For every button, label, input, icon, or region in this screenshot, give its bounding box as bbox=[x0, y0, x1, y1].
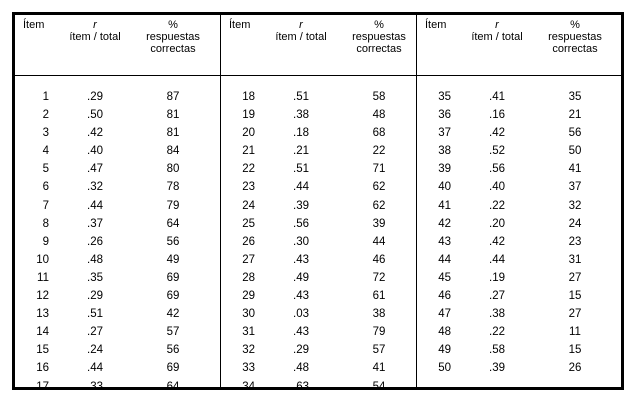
cell-item: 8 bbox=[42, 217, 49, 230]
cell-item: 29 bbox=[242, 290, 255, 303]
cell-percent: 78 bbox=[166, 181, 180, 194]
cell-percent: 44 bbox=[372, 235, 386, 248]
cell-percent: 72 bbox=[372, 271, 386, 284]
cell-r: .20 bbox=[489, 217, 505, 230]
header-r-symbol: r bbox=[299, 19, 303, 31]
cell-item: 44 bbox=[438, 253, 451, 266]
cell-percent: 69 bbox=[166, 290, 180, 303]
cell-item: 4 bbox=[42, 145, 49, 158]
header-r bbox=[55, 19, 135, 43]
table-row bbox=[417, 326, 621, 344]
cell-r: .30 bbox=[293, 235, 309, 248]
table-body bbox=[221, 91, 425, 399]
item-statistics-table bbox=[12, 12, 624, 393]
table-row bbox=[417, 236, 621, 254]
cell-item: 9 bbox=[42, 235, 49, 248]
cell-percent: 23 bbox=[568, 235, 582, 248]
cell-r: .51 bbox=[87, 308, 103, 321]
table-row bbox=[221, 127, 425, 145]
table-row bbox=[221, 344, 425, 362]
table-row bbox=[15, 381, 219, 399]
cell-percent: 69 bbox=[166, 362, 180, 375]
table-row bbox=[15, 236, 219, 254]
cell-percent: 11 bbox=[569, 326, 581, 339]
cell-percent: 49 bbox=[166, 253, 180, 266]
cell-percent: 35 bbox=[568, 91, 582, 103]
table-row bbox=[15, 127, 219, 145]
cell-item: 10 bbox=[36, 253, 49, 266]
cell-r: .58 bbox=[489, 344, 505, 357]
cell-percent: 56 bbox=[166, 344, 180, 357]
cell-item: 15 bbox=[36, 344, 49, 357]
cell-percent: 42 bbox=[166, 308, 180, 321]
cell-item: 20 bbox=[242, 127, 255, 140]
cell-r: .27 bbox=[87, 326, 103, 339]
cell-r: .21 bbox=[293, 145, 309, 158]
cell-item: 28 bbox=[242, 271, 255, 284]
cell-r: .56 bbox=[293, 217, 309, 230]
header-pct-symbol: % bbox=[570, 19, 580, 31]
cell-r: .39 bbox=[489, 362, 505, 375]
table-row bbox=[15, 344, 219, 362]
cell-item: 35 bbox=[438, 91, 451, 103]
cell-percent: 54 bbox=[372, 380, 386, 393]
cell-percent: 58 bbox=[372, 91, 386, 103]
header-pct-line2: correctas bbox=[150, 43, 196, 55]
header-percent-correct bbox=[339, 19, 419, 55]
header-pct-line1: respuestas bbox=[548, 31, 602, 43]
table-row bbox=[221, 272, 425, 290]
cell-percent: 56 bbox=[568, 127, 582, 140]
cell-percent: 21 bbox=[568, 109, 582, 122]
cell-percent: 15 bbox=[568, 344, 582, 357]
cell-percent: 27 bbox=[568, 271, 582, 284]
table-row bbox=[15, 272, 219, 290]
cell-percent: 46 bbox=[372, 253, 386, 266]
cell-percent: 37 bbox=[568, 181, 582, 194]
cell-percent: 79 bbox=[166, 199, 180, 212]
cell-item: 42 bbox=[438, 217, 451, 230]
cell-item: 50 bbox=[438, 362, 451, 375]
cell-item: 45 bbox=[438, 271, 451, 284]
header-r bbox=[457, 19, 537, 43]
cell-r: .51 bbox=[293, 163, 309, 176]
table-row bbox=[221, 290, 425, 308]
cell-percent: 22 bbox=[372, 145, 386, 158]
table-row bbox=[417, 362, 621, 380]
cell-percent: 71 bbox=[372, 163, 386, 176]
cell-percent: 62 bbox=[372, 181, 386, 194]
cell-item: 18 bbox=[242, 91, 255, 103]
cell-item: 12 bbox=[36, 290, 49, 303]
header-item: Ítem bbox=[229, 19, 251, 31]
table-row bbox=[221, 91, 425, 109]
cell-item: 24 bbox=[242, 199, 255, 212]
cell-r: .44 bbox=[293, 181, 309, 194]
cell-r: .52 bbox=[489, 145, 505, 158]
cell-percent: 56 bbox=[166, 235, 180, 248]
cell-item: 34 bbox=[242, 380, 255, 393]
cell-item: 25 bbox=[242, 217, 255, 230]
cell-item: 30 bbox=[242, 308, 255, 321]
cell-item: 7 bbox=[42, 199, 49, 212]
table-row bbox=[417, 163, 621, 181]
cell-r: .39 bbox=[293, 199, 309, 212]
cell-percent: 39 bbox=[372, 217, 386, 230]
table-row bbox=[221, 181, 425, 199]
cell-r: .42 bbox=[489, 235, 505, 248]
header-item: Ítem bbox=[425, 19, 447, 31]
header-percent-correct bbox=[133, 19, 213, 55]
table-row bbox=[417, 181, 621, 199]
table-row bbox=[417, 145, 621, 163]
cell-r: .18 bbox=[293, 127, 309, 140]
cell-percent: 81 bbox=[166, 127, 180, 140]
cell-r: .43 bbox=[293, 253, 309, 266]
cell-item: 21 bbox=[242, 145, 255, 158]
cell-r: .43 bbox=[293, 290, 309, 303]
cell-r: .44 bbox=[489, 253, 505, 266]
cell-r: .42 bbox=[87, 127, 103, 140]
cell-percent: 64 bbox=[166, 380, 180, 393]
cell-percent: 15 bbox=[568, 290, 582, 303]
cell-percent: 38 bbox=[372, 308, 386, 321]
header-pct-line1: respuestas bbox=[352, 31, 406, 43]
cell-r: .44 bbox=[87, 362, 103, 375]
table-row bbox=[15, 290, 219, 308]
header-r-symbol: r bbox=[495, 19, 499, 31]
cell-item: 17 bbox=[36, 380, 49, 393]
cell-percent: 57 bbox=[166, 326, 180, 339]
cell-r: .48 bbox=[87, 253, 103, 266]
table-body bbox=[15, 91, 219, 399]
cell-item: 27 bbox=[242, 253, 255, 266]
cell-item: 19 bbox=[242, 109, 255, 122]
table-body bbox=[417, 91, 621, 381]
cell-r: .63 bbox=[293, 380, 309, 393]
cell-r: .29 bbox=[87, 290, 103, 303]
cell-percent: 81 bbox=[166, 109, 180, 122]
table-row bbox=[417, 308, 621, 326]
cell-item: 31 bbox=[242, 326, 255, 339]
cell-percent: 32 bbox=[568, 199, 582, 212]
cell-percent: 61 bbox=[372, 290, 386, 303]
cell-percent: 24 bbox=[568, 217, 582, 230]
table-row bbox=[221, 163, 425, 181]
table-row bbox=[15, 218, 219, 236]
table-row bbox=[221, 218, 425, 236]
cell-item: 33 bbox=[242, 362, 255, 375]
header-r-label: ítem / total bbox=[275, 31, 327, 43]
header-pct-line2: correctas bbox=[552, 43, 598, 55]
cell-r: .38 bbox=[489, 308, 505, 321]
cell-r: .33 bbox=[87, 380, 103, 393]
cell-r: .16 bbox=[489, 109, 505, 122]
table-row bbox=[417, 91, 621, 109]
cell-r: .32 bbox=[87, 181, 103, 194]
cell-item: 36 bbox=[438, 109, 451, 122]
cell-r: .47 bbox=[87, 163, 103, 176]
cell-item: 40 bbox=[438, 181, 451, 194]
table-row bbox=[417, 127, 621, 145]
cell-r: .50 bbox=[87, 109, 103, 122]
cell-item: 26 bbox=[242, 235, 255, 248]
table-row bbox=[417, 290, 621, 308]
cell-r: .27 bbox=[489, 290, 505, 303]
cell-percent: 50 bbox=[568, 145, 582, 158]
table-row bbox=[221, 236, 425, 254]
table-row bbox=[15, 326, 219, 344]
table-row bbox=[417, 344, 621, 362]
table-panel-3 bbox=[417, 15, 621, 387]
cell-r: .37 bbox=[87, 217, 103, 230]
table-row bbox=[15, 163, 219, 181]
table-row bbox=[221, 381, 425, 399]
cell-percent: 87 bbox=[166, 91, 180, 103]
header-pct-line2: correctas bbox=[356, 43, 402, 55]
cell-item: 1 bbox=[42, 91, 49, 103]
cell-r: .38 bbox=[293, 109, 309, 122]
header-pct-line1: respuestas bbox=[146, 31, 200, 43]
cell-item: 43 bbox=[438, 235, 451, 248]
cell-item: 11 bbox=[37, 271, 49, 284]
table-row bbox=[15, 308, 219, 326]
cell-percent: 80 bbox=[166, 163, 180, 176]
cell-percent: 57 bbox=[372, 344, 386, 357]
table-row bbox=[15, 200, 219, 218]
cell-r: .48 bbox=[293, 362, 309, 375]
cell-item: 47 bbox=[438, 308, 451, 321]
header-percent-correct bbox=[535, 19, 615, 55]
table-panel-2 bbox=[221, 15, 425, 393]
cell-r: .40 bbox=[489, 181, 505, 194]
cell-r: .40 bbox=[87, 145, 103, 158]
cell-percent: 31 bbox=[568, 253, 582, 266]
cell-percent: 41 bbox=[568, 163, 582, 176]
table-row bbox=[221, 308, 425, 326]
cell-item: 22 bbox=[242, 163, 255, 176]
cell-item: 46 bbox=[438, 290, 451, 303]
table-row bbox=[221, 200, 425, 218]
table-row bbox=[15, 145, 219, 163]
table-row bbox=[417, 254, 621, 272]
table-row bbox=[15, 362, 219, 380]
cell-r: .42 bbox=[489, 127, 505, 140]
header-item: Ítem bbox=[23, 19, 45, 31]
header-pct-symbol: % bbox=[168, 19, 178, 31]
table-row bbox=[15, 181, 219, 199]
header-pct-symbol: % bbox=[374, 19, 384, 31]
cell-item: 14 bbox=[36, 326, 49, 339]
header-r bbox=[261, 19, 341, 43]
cell-r: .51 bbox=[293, 91, 309, 103]
cell-item: 23 bbox=[242, 181, 255, 194]
cell-r: .19 bbox=[489, 271, 505, 284]
cell-item: 48 bbox=[438, 326, 451, 339]
cell-r: .29 bbox=[87, 91, 103, 103]
header-r-label: ítem / total bbox=[69, 31, 121, 43]
cell-r: .22 bbox=[489, 199, 505, 212]
cell-percent: 84 bbox=[166, 145, 180, 158]
cell-percent: 79 bbox=[372, 326, 386, 339]
table-row bbox=[15, 109, 219, 127]
cell-percent: 62 bbox=[372, 199, 386, 212]
table-row bbox=[221, 326, 425, 344]
table-panel-1 bbox=[15, 15, 219, 393]
header-r-label: ítem / total bbox=[471, 31, 523, 43]
header-r-symbol: r bbox=[93, 19, 97, 31]
cell-item: 41 bbox=[438, 199, 451, 212]
cell-percent: 64 bbox=[166, 217, 180, 230]
cell-r: .56 bbox=[489, 163, 505, 176]
cell-r: .03 bbox=[293, 308, 309, 321]
cell-percent: 68 bbox=[372, 127, 386, 140]
table-row bbox=[221, 362, 425, 380]
cell-r: .44 bbox=[87, 199, 103, 212]
cell-r: .43 bbox=[293, 326, 309, 339]
cell-r: .41 bbox=[489, 91, 505, 103]
cell-item: 38 bbox=[438, 145, 451, 158]
cell-r: .29 bbox=[293, 344, 309, 357]
cell-item: 37 bbox=[438, 127, 451, 140]
table-row bbox=[221, 145, 425, 163]
cell-percent: 41 bbox=[372, 362, 386, 375]
cell-r: .26 bbox=[87, 235, 103, 248]
cell-item: 49 bbox=[438, 344, 451, 357]
cell-item: 6 bbox=[42, 181, 49, 194]
table-row bbox=[417, 109, 621, 127]
table-row bbox=[417, 272, 621, 290]
cell-percent: 48 bbox=[372, 109, 386, 122]
cell-item: 32 bbox=[242, 344, 255, 357]
cell-item: 16 bbox=[36, 362, 49, 375]
cell-r: .35 bbox=[87, 271, 103, 284]
table-row bbox=[417, 200, 621, 218]
cell-r: .49 bbox=[293, 271, 309, 284]
cell-percent: 69 bbox=[166, 271, 180, 284]
cell-r: .24 bbox=[87, 344, 103, 357]
table-row bbox=[221, 109, 425, 127]
cell-r: .22 bbox=[489, 326, 505, 339]
cell-item: 3 bbox=[42, 127, 49, 140]
cell-percent: 27 bbox=[568, 308, 582, 321]
table-row bbox=[15, 254, 219, 272]
table-row bbox=[221, 254, 425, 272]
table-row bbox=[417, 218, 621, 236]
table-row bbox=[15, 91, 219, 109]
cell-percent: 26 bbox=[568, 362, 582, 375]
cell-item: 5 bbox=[42, 163, 49, 176]
cell-item: 13 bbox=[36, 308, 49, 321]
cell-item: 2 bbox=[42, 109, 49, 122]
cell-item: 39 bbox=[438, 163, 451, 176]
